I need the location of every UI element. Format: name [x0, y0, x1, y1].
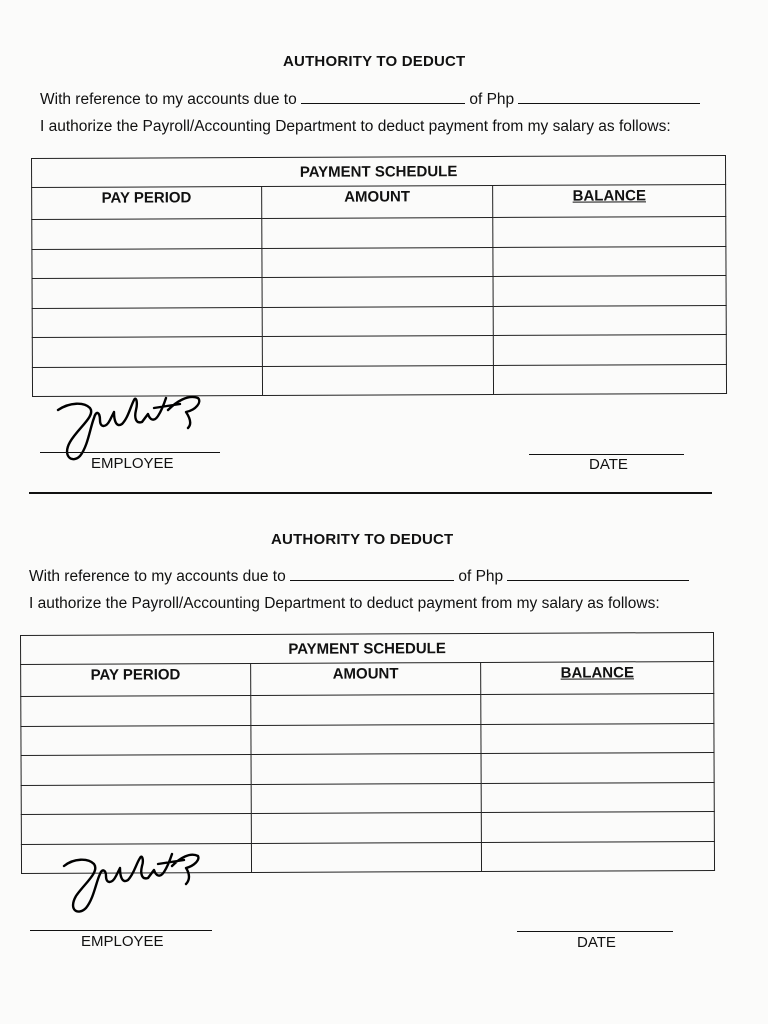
- employee-signature: [58, 848, 208, 918]
- column-balance: BALANCE: [481, 661, 714, 694]
- payment-schedule-table: [31, 155, 727, 397]
- amount-cell[interactable]: [251, 724, 482, 755]
- column-amount: AMOUNT: [250, 662, 481, 695]
- table-row: [21, 811, 714, 844]
- balance-cell[interactable]: [481, 752, 714, 783]
- amount-cell[interactable]: [261, 217, 493, 248]
- pay-period-cell[interactable]: [32, 218, 262, 249]
- table-row: [32, 334, 726, 367]
- balance-cell[interactable]: [493, 246, 726, 277]
- balance-cell[interactable]: [482, 841, 715, 872]
- employee-label: EMPLOYEE: [81, 933, 164, 950]
- table-row: [21, 723, 714, 756]
- amount-cell[interactable]: [250, 694, 481, 725]
- pay-period-cell[interactable]: [21, 813, 251, 844]
- form-title: AUTHORITY TO DEDUCT: [283, 53, 466, 70]
- pay-period-cell[interactable]: [32, 336, 262, 367]
- column-balance: BALANCE: [493, 184, 726, 217]
- amount-cell[interactable]: [262, 306, 494, 337]
- reference-mid: of Php: [469, 91, 515, 108]
- amount-cell[interactable]: [262, 247, 494, 278]
- balance-cell[interactable]: [481, 782, 714, 813]
- table-row: [21, 693, 714, 726]
- authorize-text: I authorize the Payroll/Accounting Department to deduct payment from my salary as follows:: [40, 118, 671, 135]
- amount-php-blank[interactable]: [507, 566, 689, 581]
- pay-period-cell[interactable]: [32, 277, 262, 308]
- table-row: [21, 782, 714, 815]
- form-title: AUTHORITY TO DEDUCT: [271, 531, 454, 548]
- reference-mid: of Php: [458, 568, 504, 585]
- amount-php-blank[interactable]: [518, 89, 700, 104]
- table-title: PAYMENT SCHEDULE: [32, 155, 726, 187]
- pay-period-cell[interactable]: [32, 307, 262, 338]
- amount-cell[interactable]: [262, 276, 494, 307]
- table-row: [32, 216, 726, 249]
- authorize-text: I authorize the Payroll/Accounting Department to deduct payment from my salary as follows:: [29, 595, 660, 612]
- balance-cell[interactable]: [481, 723, 714, 754]
- reference-line: [40, 89, 700, 109]
- balance-cell[interactable]: [493, 275, 726, 306]
- payment-schedule-table: [20, 632, 715, 874]
- table-row: [32, 305, 726, 338]
- amount-cell[interactable]: [251, 753, 482, 784]
- amount-cell[interactable]: [251, 842, 482, 873]
- account-due-blank[interactable]: [301, 89, 465, 104]
- date-line[interactable]: [517, 931, 673, 932]
- balance-cell[interactable]: [493, 305, 726, 336]
- date-label: DATE: [577, 934, 616, 951]
- pay-period-cell[interactable]: [32, 248, 262, 279]
- pay-period-cell[interactable]: [21, 754, 251, 785]
- pay-period-cell[interactable]: [21, 695, 251, 726]
- table-row: [32, 275, 726, 308]
- column-amount: AMOUNT: [261, 185, 493, 218]
- balance-cell[interactable]: [494, 364, 727, 395]
- balance-cell[interactable]: [482, 811, 715, 842]
- amount-cell[interactable]: [251, 783, 482, 814]
- employee-signature-line[interactable]: [40, 452, 220, 453]
- amount-cell[interactable]: [262, 335, 494, 366]
- table-title: PAYMENT SCHEDULE: [21, 632, 714, 664]
- reference-prefix: With reference to my accounts due to: [40, 91, 297, 108]
- pay-period-cell[interactable]: [21, 725, 251, 756]
- column-pay-period: PAY PERIOD: [32, 186, 262, 219]
- table-row: [21, 752, 714, 785]
- date-line[interactable]: [529, 454, 684, 455]
- reference-line: [29, 566, 689, 586]
- column-pay-period: PAY PERIOD: [21, 663, 251, 696]
- employee-signature-line[interactable]: [30, 930, 212, 931]
- balance-cell[interactable]: [493, 216, 726, 247]
- form-separator: [29, 492, 712, 494]
- balance-cell[interactable]: [481, 693, 714, 724]
- employee-label: EMPLOYEE: [91, 455, 174, 472]
- amount-cell[interactable]: [262, 365, 494, 396]
- balance-cell[interactable]: [494, 334, 727, 365]
- table-row: [32, 246, 726, 279]
- amount-cell[interactable]: [251, 812, 482, 843]
- reference-prefix: With reference to my accounts due to: [29, 568, 286, 585]
- pay-period-cell[interactable]: [21, 784, 251, 815]
- account-due-blank[interactable]: [290, 566, 454, 581]
- date-label: DATE: [589, 456, 628, 473]
